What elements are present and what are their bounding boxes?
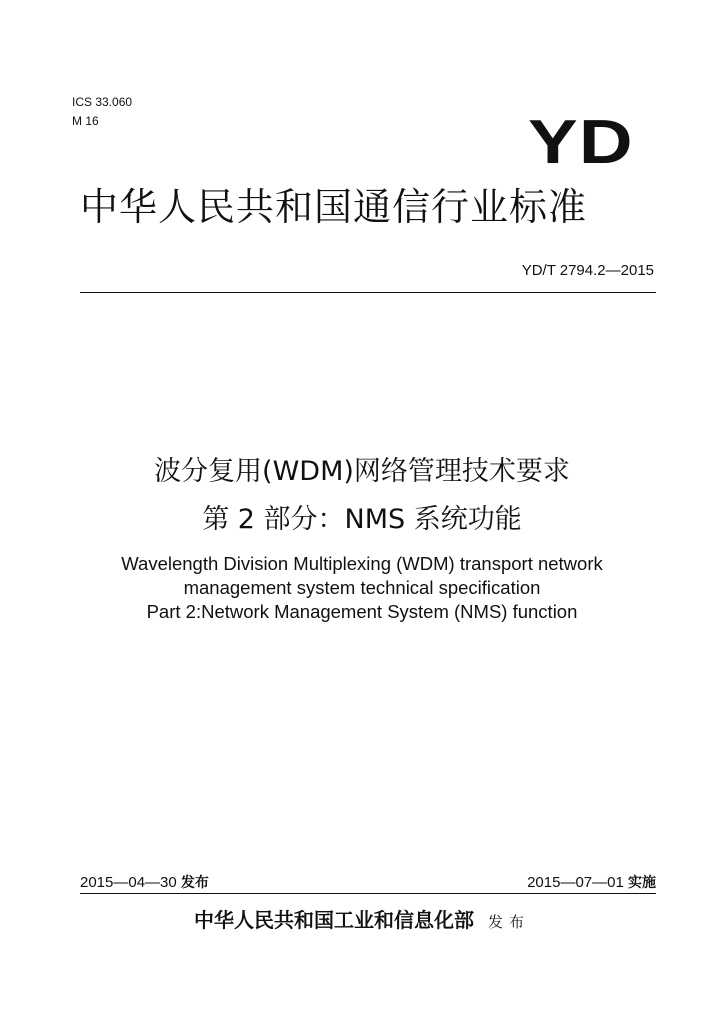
title-zh-line-1: 波分复用(WDM)网络管理技术要求 xyxy=(154,456,570,487)
implement-date-line xyxy=(527,874,656,892)
title-en-line-3: Part 2:Network Management System (NMS) function xyxy=(146,601,578,622)
organization-title: 中华人民共和国通信行业标准 xyxy=(80,185,588,229)
publisher-action: 发布 xyxy=(487,913,530,931)
ics-code: ICS 33.060 xyxy=(72,95,133,109)
title-en-line-2: management system technical specification xyxy=(183,577,541,598)
publisher-name: 中华人民共和国工业和信息化部 xyxy=(193,908,474,932)
standard-number: YD/T 2794.2—2015 xyxy=(521,262,654,279)
implement-label: 实施 xyxy=(628,875,656,891)
yd-logo: YD xyxy=(528,108,634,177)
issue-label: 发布 xyxy=(180,875,209,891)
issue-date: 2015—04—30 xyxy=(80,874,177,891)
issue-date-line xyxy=(80,874,209,892)
footer-divider xyxy=(80,893,656,894)
publisher-line xyxy=(0,907,724,935)
implement-date: 2015—07—01 xyxy=(527,874,624,891)
title-en-line-1: Wavelength Division Multiplexing (WDM) transport network xyxy=(121,553,603,574)
classification-code: M 16 xyxy=(72,114,99,128)
title-zh-line-2: 第 2 部分：NMS 系统功能 xyxy=(202,504,522,535)
header-divider xyxy=(80,292,656,293)
